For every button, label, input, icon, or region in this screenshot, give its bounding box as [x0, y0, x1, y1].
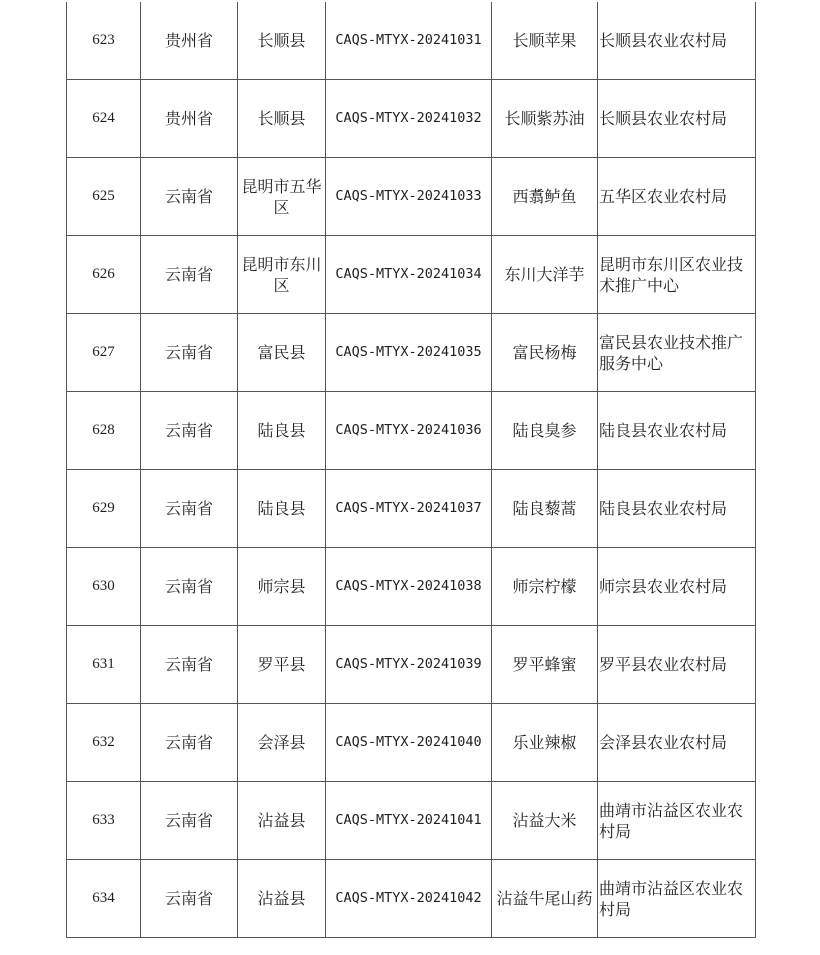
certificate-code-cell: CAQS-MTYX-20241041: [326, 782, 492, 860]
product-name-cell: 长顺苹果: [492, 2, 598, 80]
certificate-code-cell: CAQS-MTYX-20241031: [326, 2, 492, 80]
table-row: [67, 470, 756, 548]
department-cell: 长顺县农业农村局: [598, 2, 756, 80]
serial-number-cell: 626: [67, 236, 141, 314]
table-row: [67, 236, 756, 314]
serial-number-cell: 628: [67, 392, 141, 470]
department-cell: 师宗县农业农村局: [598, 548, 756, 626]
certificate-code-cell: CAQS-MTYX-20241040: [326, 704, 492, 782]
serial-number-cell: 632: [67, 704, 141, 782]
county-cell: 富民县: [238, 314, 326, 392]
department-cell: 陆良县农业农村局: [598, 470, 756, 548]
product-name-cell: 陆良臭参: [492, 392, 598, 470]
county-cell: 昆明市五华区: [238, 158, 326, 236]
county-cell: 沾益县: [238, 860, 326, 938]
table-row: [67, 314, 756, 392]
product-name-cell: 沾益大米: [492, 782, 598, 860]
table-row: [67, 782, 756, 860]
table-row: [67, 2, 756, 80]
product-name-cell: 师宗柠檬: [492, 548, 598, 626]
department-cell: 罗平县农业农村局: [598, 626, 756, 704]
serial-number-cell: 629: [67, 470, 141, 548]
county-cell: 会泽县: [238, 704, 326, 782]
province-cell: 云南省: [141, 548, 238, 626]
table-body: [67, 2, 756, 938]
certificate-code-cell: CAQS-MTYX-20241032: [326, 80, 492, 158]
table-row: [67, 626, 756, 704]
county-cell: 罗平县: [238, 626, 326, 704]
province-cell: 云南省: [141, 158, 238, 236]
province-cell: 云南省: [141, 470, 238, 548]
province-cell: 云南省: [141, 626, 238, 704]
county-cell: 昆明市东川区: [238, 236, 326, 314]
certificate-code-cell: CAQS-MTYX-20241034: [326, 236, 492, 314]
county-cell: 陆良县: [238, 470, 326, 548]
certificate-code-cell: CAQS-MTYX-20241035: [326, 314, 492, 392]
table-row: [67, 860, 756, 938]
product-name-cell: 罗平蜂蜜: [492, 626, 598, 704]
province-cell: 云南省: [141, 392, 238, 470]
certificate-code-cell: CAQS-MTYX-20241036: [326, 392, 492, 470]
province-cell: 云南省: [141, 236, 238, 314]
certificate-code-cell: CAQS-MTYX-20241033: [326, 158, 492, 236]
serial-number-cell: 623: [67, 2, 141, 80]
product-name-cell: 沾益牛尾山药: [492, 860, 598, 938]
county-cell: 师宗县: [238, 548, 326, 626]
product-name-cell: 乐业辣椒: [492, 704, 598, 782]
serial-number-cell: 631: [67, 626, 141, 704]
product-name-cell: 东川大洋芋: [492, 236, 598, 314]
department-cell: 陆良县农业农村局: [598, 392, 756, 470]
serial-number-cell: 634: [67, 860, 141, 938]
province-cell: 云南省: [141, 704, 238, 782]
department-cell: 曲靖市沾益区农业农村局: [598, 782, 756, 860]
county-cell: 长顺县: [238, 80, 326, 158]
certificate-code-cell: CAQS-MTYX-20241038: [326, 548, 492, 626]
province-cell: 贵州省: [141, 2, 238, 80]
province-cell: 贵州省: [141, 80, 238, 158]
serial-number-cell: 633: [67, 782, 141, 860]
table-row: [67, 392, 756, 470]
department-cell: 会泽县农业农村局: [598, 704, 756, 782]
province-cell: 云南省: [141, 782, 238, 860]
province-cell: 云南省: [141, 860, 238, 938]
department-cell: 五华区农业农村局: [598, 158, 756, 236]
product-registry-table: [66, 2, 756, 938]
county-cell: 长顺县: [238, 2, 326, 80]
department-cell: 富民县农业技术推广服务中心: [598, 314, 756, 392]
certificate-code-cell: CAQS-MTYX-20241042: [326, 860, 492, 938]
county-cell: 沾益县: [238, 782, 326, 860]
department-cell: 昆明市东川区农业技术推广中心: [598, 236, 756, 314]
table-row: [67, 80, 756, 158]
table-row: [67, 704, 756, 782]
product-name-cell: 长顺紫苏油: [492, 80, 598, 158]
serial-number-cell: 630: [67, 548, 141, 626]
product-name-cell: 富民杨梅: [492, 314, 598, 392]
serial-number-cell: 627: [67, 314, 141, 392]
department-cell: 曲靖市沾益区农业农村局: [598, 860, 756, 938]
certificate-code-cell: CAQS-MTYX-20241037: [326, 470, 492, 548]
product-name-cell: 西翥鲈鱼: [492, 158, 598, 236]
table-row: [67, 548, 756, 626]
county-cell: 陆良县: [238, 392, 326, 470]
department-cell: 长顺县农业农村局: [598, 80, 756, 158]
certificate-code-cell: CAQS-MTYX-20241039: [326, 626, 492, 704]
province-cell: 云南省: [141, 314, 238, 392]
product-name-cell: 陆良藜蒿: [492, 470, 598, 548]
table-row: [67, 158, 756, 236]
serial-number-cell: 625: [67, 158, 141, 236]
serial-number-cell: 624: [67, 80, 141, 158]
